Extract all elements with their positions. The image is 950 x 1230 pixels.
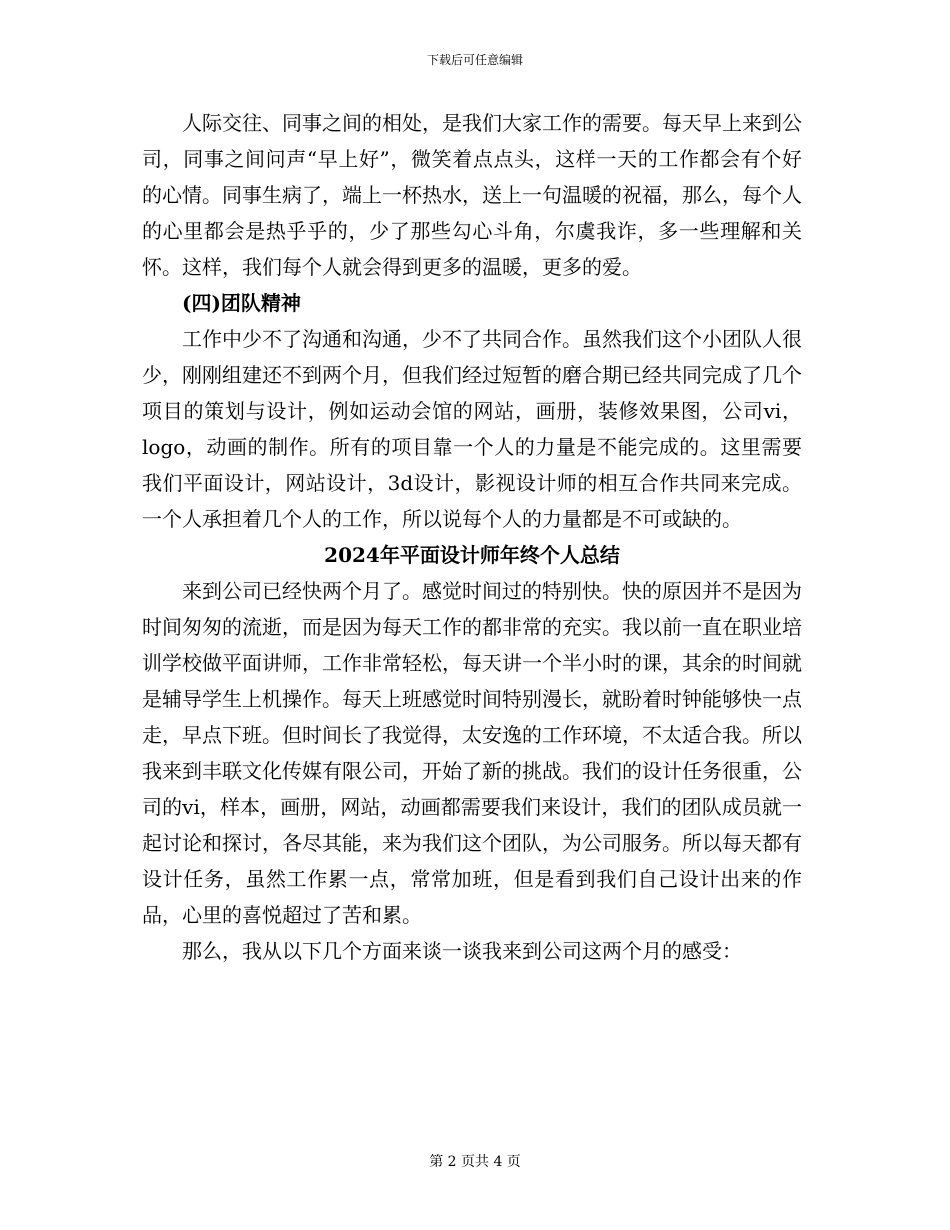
paragraph-aspects: 那么，我从以下几个方面来谈一谈我来到公司这两个月的感受： (182, 939, 742, 963)
article-title: 2024年平面设计师年终个人总结 (324, 543, 620, 567)
paragraph-interpersonal: 人际交往、同事之间的相处，是我们大家工作的需要。每天早上来到公司，同事之间问声“早上好”，微笑着点点头，这样一天的工作都会有个好的心情。同事生病了，端上一杯热水，送上一句温暖的祝福，那么，每个人的心里都会是热乎乎的，少了那些勾心斗角，尔虞我诈，多一些理解和关怀。这样，我们每个人就会得到更多的温暖，更多的爱。 (142, 111, 802, 279)
page-header: 下载后可任意编辑 (426, 53, 523, 67)
paragraph-intro: 来到公司已经快两个月了。感觉时间过的特别快。快的原因并不是因为时间匆匆的流逝，而是因为每天工作的都非常的充实。我以前一直在职业培训学校做平面讲师，工作非常轻松，每天讲一个半小时的课，其余的时间就是辅导学生上机操作。每天上班感觉时间特别漫长，就盼着时钟能够快一点走，早点下班。但时间长了我觉得，太安逸的工作环境，不太适合我。所以我来到丰联文化传媒有限公司，开始了新的挑战。我们的设计任务很重，公司的vi，样本，画册，网站，动画都需要我们来设计，我们的团队成员就一起讨论和探讨，各尽其能，来为我们这个团队，为公司服务。所以每天都有设计任务，虽然工作累一点，常常加班，但是看到我们自己设计出来的作品，心里的喜悦超过了苦和累。 (142, 579, 802, 927)
paragraph-team-spirit: 工作中少不了沟通和沟通，少不了共同合作。虽然我们这个小团队人很少，刚刚组建还不到两个月，但我们经过短暂的磨合期已经共同完成了几个项目的策划与设计，例如运动会馆的网站，画册，装修效果图，公司vi，logo，动画的制作。所有的项目靠一个人的力量是不能完成的。这里需要我们平面设计，网站设计，3d设计，影视设计师的相互合作共同来完成。一个人承担着几个人的工作，所以说每个人的力量都是不可或缺的。 (142, 327, 802, 531)
page-footer: 第 2 页共 4 页 (429, 1154, 521, 1170)
section-heading-team-spirit: (四)团队精神 (182, 291, 301, 315)
document-body (142, 105, 802, 969)
